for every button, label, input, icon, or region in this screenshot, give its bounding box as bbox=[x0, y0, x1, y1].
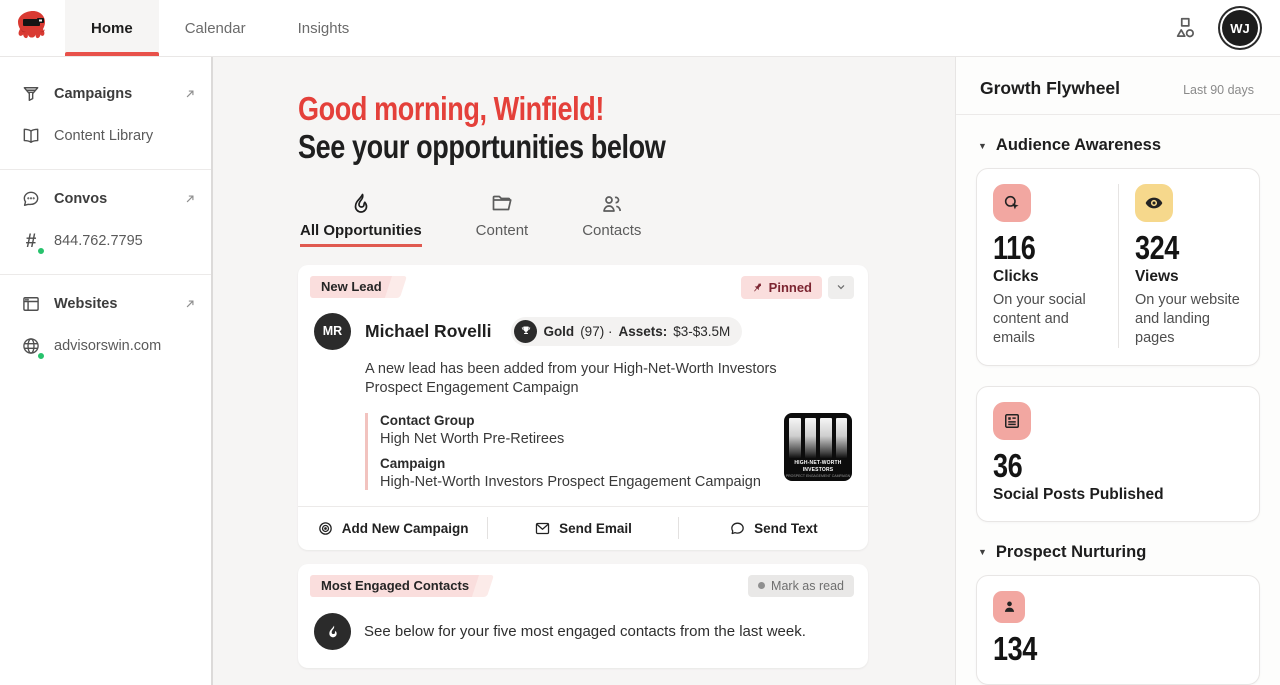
flywheel-header bbox=[956, 57, 1280, 115]
clicks-description: On your social content and emails bbox=[993, 291, 1086, 346]
flame-icon bbox=[325, 624, 341, 640]
new-lead-header-right bbox=[741, 276, 854, 299]
sidebar-item-domain[interactable] bbox=[0, 325, 211, 367]
content-area bbox=[0, 57, 1280, 685]
nav-home-label: Home bbox=[91, 19, 133, 37]
pinned-badge[interactable] bbox=[741, 276, 822, 299]
contacts-icon bbox=[600, 192, 624, 216]
content-library-label: Content Library bbox=[54, 128, 154, 144]
contact-group-label: Contact Group bbox=[380, 412, 475, 428]
sidebar-item-content-library[interactable] bbox=[0, 115, 211, 157]
mark-as-read-button[interactable] bbox=[748, 575, 854, 597]
sidebar-group-convos bbox=[0, 170, 211, 275]
section-prospect-nurturing[interactable] bbox=[978, 543, 1260, 562]
collapse-triangle-icon: ▼ bbox=[978, 140, 987, 151]
audience-awareness-label: Audience Awareness bbox=[995, 136, 1161, 154]
lead-score-badge bbox=[511, 317, 742, 346]
new-lead-ribbon: New Lead bbox=[310, 276, 392, 298]
target-icon bbox=[317, 520, 334, 537]
contact-name: Michael Rovelli bbox=[365, 320, 492, 341]
campaigns-label: Campaigns bbox=[54, 86, 133, 102]
thumbnail-pillars bbox=[784, 413, 852, 460]
contact-group-value: High Net Worth Pre-Retirees bbox=[380, 430, 565, 447]
book-icon bbox=[20, 125, 42, 147]
lead-tier: Gold bbox=[543, 323, 575, 339]
speech-bubble-icon bbox=[729, 520, 746, 537]
external-link-icon bbox=[183, 192, 197, 206]
browser-icon bbox=[20, 293, 42, 315]
nav-tab-calendar[interactable] bbox=[159, 0, 272, 56]
pinned-label: Pinned bbox=[768, 279, 812, 295]
greeting-line-2: See your opportunities below bbox=[298, 128, 666, 166]
nav-tab-home[interactable] bbox=[65, 0, 159, 56]
flywheel-body bbox=[956, 136, 1280, 685]
flywheel-period: Last 90 days bbox=[1183, 83, 1254, 97]
views-stat bbox=[1118, 184, 1243, 348]
tab-contacts[interactable] bbox=[582, 192, 641, 247]
websites-label: Websites bbox=[54, 296, 118, 312]
main-panel bbox=[213, 57, 955, 685]
posts-value: 36 bbox=[993, 447, 1023, 485]
external-link-icon bbox=[183, 297, 197, 311]
views-value: 324 bbox=[1135, 229, 1179, 266]
tab-all-label: All Opportunities bbox=[300, 222, 422, 247]
external-link-icon bbox=[183, 87, 197, 101]
assets-value: $3-$3.5M bbox=[673, 323, 731, 339]
lead-actions bbox=[298, 506, 868, 550]
views-description: On your website and landing pages bbox=[1135, 291, 1240, 346]
domain-label: advisorswin.com bbox=[54, 338, 162, 354]
lead-identity-row bbox=[298, 305, 868, 350]
user-avatar[interactable] bbox=[1222, 10, 1258, 46]
new-lead-card-header bbox=[298, 265, 868, 305]
new-lead-card bbox=[298, 265, 868, 550]
clicks-stat bbox=[993, 184, 1118, 348]
primary-nav bbox=[65, 0, 375, 56]
sidebar-group-campaigns bbox=[0, 65, 211, 170]
prospects-card bbox=[976, 575, 1260, 685]
top-bar bbox=[0, 0, 1280, 57]
click-icon bbox=[993, 184, 1031, 222]
lead-message: A new lead has been added from your High-Net-Worth Investors Prospect Engagement Campaign bbox=[365, 360, 777, 397]
status-dot-green bbox=[37, 247, 45, 255]
topbar-right bbox=[1170, 0, 1280, 56]
chevron-down-icon bbox=[834, 280, 848, 294]
flywheel-title: Growth Flywheel bbox=[980, 78, 1121, 98]
person-icon bbox=[993, 591, 1025, 623]
phone-number: 844.762.7795 bbox=[54, 233, 143, 249]
clicks-value: 116 bbox=[993, 229, 1036, 266]
funnel-icon bbox=[20, 83, 42, 105]
prospects-value: 134 bbox=[993, 629, 1037, 667]
convos-label: Convos bbox=[54, 191, 108, 207]
news-icon bbox=[993, 402, 1031, 440]
globe-icon bbox=[20, 335, 42, 357]
card-collapse-button[interactable] bbox=[828, 276, 854, 299]
awareness-stats-card bbox=[976, 168, 1260, 366]
kraken-octopus-icon bbox=[16, 9, 50, 47]
contact-initials: MR bbox=[322, 324, 343, 339]
sidebar-item-convos[interactable] bbox=[0, 178, 211, 220]
campaign-thumbnail[interactable] bbox=[784, 413, 852, 481]
trophy-icon bbox=[514, 320, 537, 343]
collapse-triangle-icon: ▼ bbox=[978, 547, 987, 558]
social-posts-card bbox=[976, 386, 1260, 522]
opportunity-tabs bbox=[300, 192, 955, 247]
thumbnail-subcaption: PROSPECT ENGAGEMENT CAMPAIGN bbox=[785, 473, 851, 478]
sidebar-item-websites[interactable] bbox=[0, 283, 211, 325]
eye-icon bbox=[1135, 184, 1173, 222]
lead-detail-block bbox=[365, 413, 852, 490]
engaged-contacts-card bbox=[298, 564, 868, 668]
campaign-value: High-Net-Worth Investors Prospect Engagement Campaign bbox=[380, 473, 761, 490]
sidebar-item-phone[interactable] bbox=[0, 220, 211, 262]
thumbnail-caption: HIGH-NET-WORTH INVESTORS bbox=[794, 459, 842, 473]
assets-label: Assets: bbox=[618, 323, 668, 339]
send-email-label: Send Email bbox=[559, 520, 632, 536]
engaged-header-right bbox=[748, 575, 854, 597]
send-email-button[interactable] bbox=[488, 507, 677, 550]
add-new-campaign-button[interactable] bbox=[298, 507, 487, 550]
greeting-line-1: Good morning, Winfield! bbox=[298, 90, 604, 127]
views-label: Views bbox=[1135, 267, 1179, 285]
pin-icon bbox=[751, 281, 764, 294]
sidebar-item-campaigns[interactable] bbox=[0, 73, 211, 115]
avatar-initials: WJ bbox=[1230, 20, 1250, 36]
engaged-card-header bbox=[298, 564, 868, 603]
tab-all-opportunities[interactable] bbox=[300, 192, 422, 247]
growth-flywheel-panel bbox=[955, 57, 1280, 685]
section-audience-awareness[interactable] bbox=[978, 136, 1260, 155]
hash-icon: # bbox=[20, 230, 42, 252]
folder-icon bbox=[490, 192, 514, 216]
nav-insights-label: Insights bbox=[297, 19, 350, 37]
unread-dot-icon bbox=[758, 582, 765, 589]
sidebar-group-websites bbox=[0, 275, 211, 379]
engaged-message: See below for your five most engaged contacts from the last week. bbox=[364, 623, 806, 641]
status-dot-green bbox=[37, 352, 45, 360]
tab-content-label: Content bbox=[475, 221, 529, 239]
nav-tab-insights[interactable] bbox=[272, 0, 376, 56]
send-text-button[interactable] bbox=[679, 507, 868, 550]
mark-as-read-label: Mark as read bbox=[771, 578, 844, 593]
flame-avatar bbox=[314, 613, 351, 650]
shapes-icon[interactable] bbox=[1170, 13, 1200, 43]
flame-icon bbox=[349, 192, 373, 216]
prospect-nurturing-label: Prospect Nurturing bbox=[995, 542, 1147, 561]
lead-score: (97) · bbox=[580, 323, 613, 339]
campaign-label: Campaign bbox=[380, 455, 446, 471]
posts-label: Social Posts Published bbox=[993, 485, 1164, 503]
add-campaign-label: Add New Campaign bbox=[341, 520, 469, 536]
tab-content[interactable] bbox=[476, 192, 529, 247]
engaged-ribbon: Most Engaged Contacts bbox=[310, 575, 479, 597]
chat-icon bbox=[20, 188, 42, 210]
kraken-logo[interactable] bbox=[0, 0, 65, 56]
engaged-message-row bbox=[298, 603, 868, 668]
clicks-label: Clicks bbox=[993, 267, 1039, 285]
envelope-icon bbox=[534, 520, 551, 537]
tab-contacts-label: Contacts bbox=[582, 221, 642, 239]
send-text-label: Send Text bbox=[754, 520, 818, 536]
nav-calendar-label: Calendar bbox=[184, 19, 246, 37]
left-sidebar bbox=[0, 57, 213, 685]
contact-avatar[interactable] bbox=[314, 313, 351, 350]
